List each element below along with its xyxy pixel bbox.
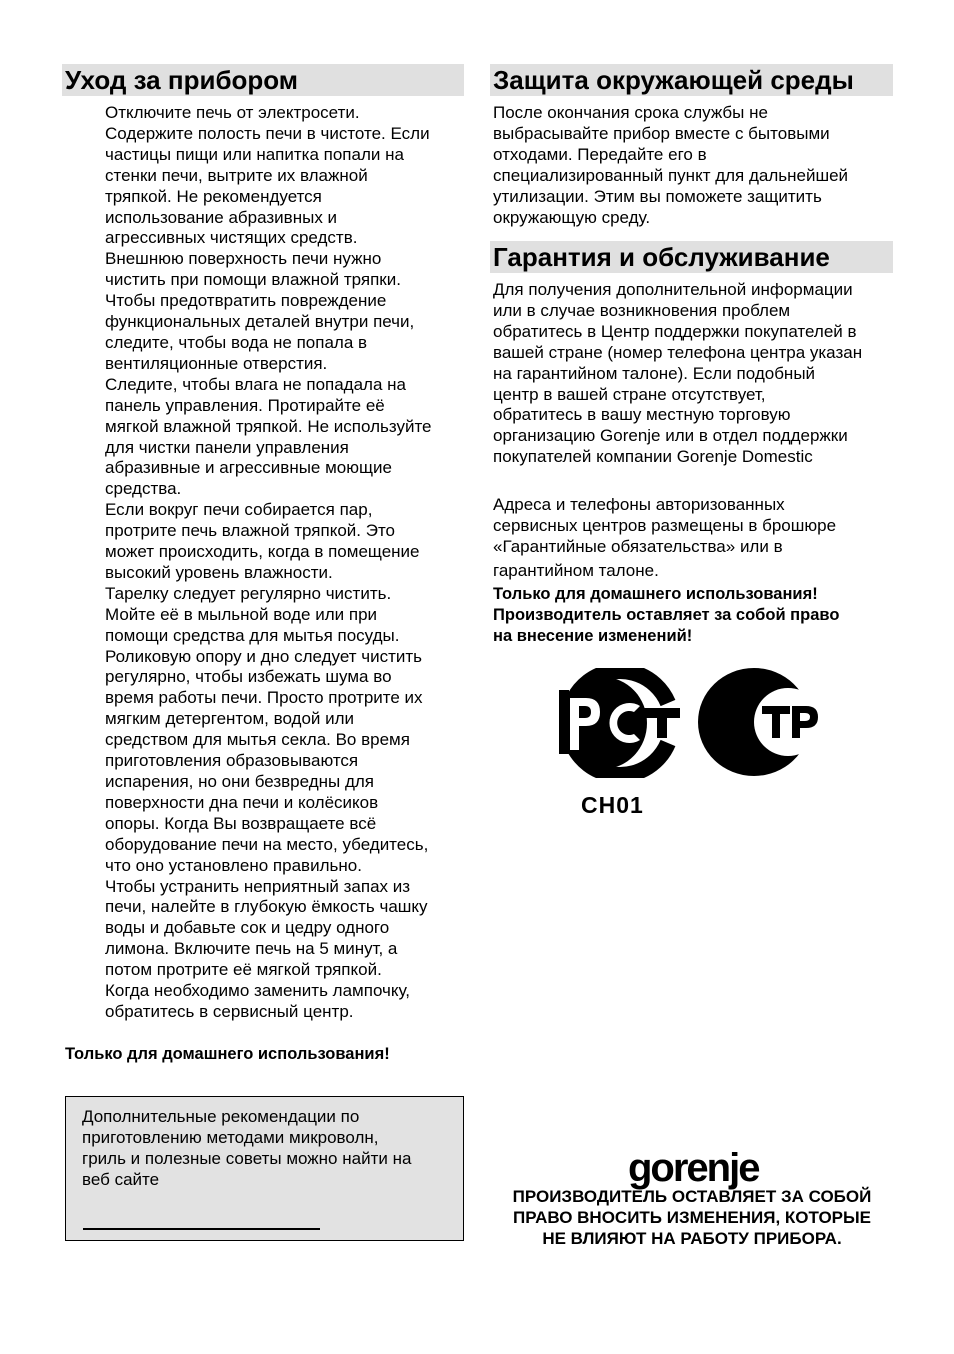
care-line: испарения, но они безвредны для — [105, 772, 375, 791]
care-line: приготовления образовываются — [105, 751, 359, 771]
care-line: чистить при помощи влажной тряпки. — [105, 270, 401, 290]
care-line: Следите, чтобы влага не попадала на — [105, 374, 406, 394]
warranty-line: Для получения дополнительной информации — [493, 280, 853, 299]
warranty-text — [493, 280, 862, 468]
warranty-line: центр в вашей стране отсутствует, — [493, 384, 766, 404]
care-line: опоры. Когда Вы возвращаете всё — [105, 813, 377, 833]
care-line: может происходить, когда в помещение — [105, 542, 420, 562]
addresses-line: Адреса и телефоны авторизованных — [493, 495, 785, 514]
warranty-line: обратитесь в Центр поддержки покупателей в — [493, 321, 857, 341]
pct-certification-logo — [548, 668, 684, 778]
care-line: что оно установлено правильно. — [105, 855, 362, 875]
care-line: Содержите полость печи в чистоте. Если — [105, 123, 430, 143]
care-line: помощи средства для мытья посуды. — [105, 625, 400, 645]
care-line: Чтобы предотвратить повреждение — [105, 291, 387, 311]
care-line: Если вокруг печи собирается пар, — [105, 500, 373, 520]
care-line: абразивные и агрессивные моющие — [105, 458, 392, 478]
info-box-text — [82, 1107, 411, 1191]
gorenje-logo: gorenje — [628, 1146, 759, 1190]
info-box — [65, 1096, 464, 1241]
environment-text — [493, 103, 848, 228]
warranty-line: организацию Gorenje или в отдел поддержки — [493, 426, 848, 446]
care-text — [105, 103, 432, 1023]
care-line: для чистки панели управления — [105, 437, 349, 457]
care-line: мягкой влажной тряпкой. Не используйте — [105, 416, 432, 436]
manufacturer-note — [493, 1186, 891, 1249]
addresses-line: гарантийном талоне. — [493, 560, 659, 580]
care-line: Чтобы устранить неприятный запах из — [105, 876, 411, 896]
care-line: Роликовую опору и дно следует чистить — [105, 646, 423, 666]
environment-line: специализированный пункт для дальнейшей — [493, 165, 849, 185]
care-line: поверхности дна печи и колёсиков — [105, 792, 379, 812]
care-line: время работы печи. Просто протрите их — [105, 688, 423, 708]
care-line: тряпкой. Не рекомендуется — [105, 186, 322, 206]
warranty-line: покупателей компании Gorenje Domestic — [493, 447, 813, 467]
website-blank-line — [83, 1228, 320, 1230]
bold-note-line: Только для домашнего использования! — [493, 585, 818, 603]
environment-line: окружающую среду. — [493, 207, 651, 227]
care-line: печи, налейте в глубокую ёмкость чашку — [105, 897, 428, 917]
manufacturer-note-line: ПРОИЗВОДИТЕЛЬ ОСТАВЛЯЕТ ЗА СОБОЙ — [512, 1187, 872, 1206]
addresses-line: «Гарантийные обязательства» или в — [493, 536, 783, 556]
ctp-certification-logo — [698, 666, 822, 778]
care-line: Мойте её в мыльной воде или при — [105, 604, 378, 624]
household-use-note: Только для домашнего использования! — [65, 1045, 390, 1063]
info-box-line: веб сайте — [82, 1169, 160, 1189]
certification-code: CH01 — [581, 792, 644, 818]
care-line: Внешнюю поверхность печи нужно — [105, 249, 382, 269]
care-line: высокий уровень влажности. — [105, 562, 333, 582]
service-addresses-text — [493, 495, 836, 582]
care-line: стенки печи, вытрите их влажной — [105, 165, 368, 185]
manufacturer-note-line: НЕ ВЛИЯЮТ НА РАБОТУ ПРИБОРА. — [542, 1229, 842, 1248]
care-line: Тарелку следует регулярно чистить. — [105, 583, 392, 603]
environment-line: утилизации. Этим вы поможете защитить — [493, 186, 822, 206]
care-line: агрессивных чистящих средств. — [105, 228, 358, 248]
warranty-line: на гарантийном талоне). Если подобный — [493, 363, 816, 383]
care-line: протрите печь влажной тряпкой. Это — [105, 521, 395, 541]
care-line: использование абразивных и — [105, 207, 338, 227]
environment-line: выбрасывайте прибор вместе с бытовыми — [493, 123, 830, 143]
warranty-bold-note — [493, 584, 839, 647]
environment-heading: Защита окружающей среды — [490, 64, 893, 96]
care-line: воды и добавьте сок и цедру одного — [105, 918, 390, 938]
warranty-heading: Гарантия и обслуживание — [490, 241, 893, 273]
bold-note-line: на внесение изменений! — [493, 626, 693, 645]
warranty-line: или в случае возникновения проблем — [493, 300, 791, 320]
info-box-line: приготовлению методами микроволн, — [82, 1127, 379, 1147]
addresses-line: сервисных центров размещены в брошюре — [493, 515, 837, 535]
info-box-line: гриль и полезные советы можно найти на — [82, 1148, 412, 1168]
bold-note-line: Производитель оставляет за собой право — [493, 605, 840, 624]
warranty-line: вашей стране (номер телефона центра указан — [493, 342, 863, 362]
warranty-line: обратитесь в вашу местную торговую — [493, 405, 791, 425]
care-line: панель управления. Протирайте её — [105, 395, 385, 415]
environment-line: отходами. Передайте его в — [493, 144, 707, 164]
care-line: Отключите печь от электросети. — [105, 103, 360, 122]
care-line: оборудование печи на место, убедитесь, — [105, 834, 429, 854]
care-line: следите, чтобы вода не попала в — [105, 332, 368, 352]
care-line: обратитесь в сервисный центр. — [105, 1001, 354, 1021]
care-line: средства. — [105, 479, 182, 499]
care-line: функциональных деталей внутри печи, — [105, 312, 415, 332]
care-line: мягким детергентом, водой или — [105, 709, 355, 729]
care-line: регулярно, чтобы избежать шума во — [105, 667, 392, 687]
care-line: потом протрите её мягкой тряпкой. — [105, 960, 382, 980]
care-line: лимона. Включите печь на 5 минут, а — [105, 939, 398, 959]
care-heading: Уход за прибором — [62, 64, 464, 96]
care-line: вентиляционные отверстия. — [105, 353, 328, 373]
care-line: Когда необходимо заменить лампочку, — [105, 981, 411, 1001]
care-line: средством для мытья секла. Во время — [105, 730, 410, 750]
info-box-line: Дополнительные рекомендации по — [82, 1107, 360, 1126]
manufacturer-note-line: ПРАВО ВНОСИТЬ ИЗМЕНЕНИЯ, КОТОРЫЕ — [513, 1208, 871, 1227]
environment-line: После окончания срока службы не — [493, 103, 768, 122]
care-line: частицы пищи или напитка попали на — [105, 144, 404, 164]
